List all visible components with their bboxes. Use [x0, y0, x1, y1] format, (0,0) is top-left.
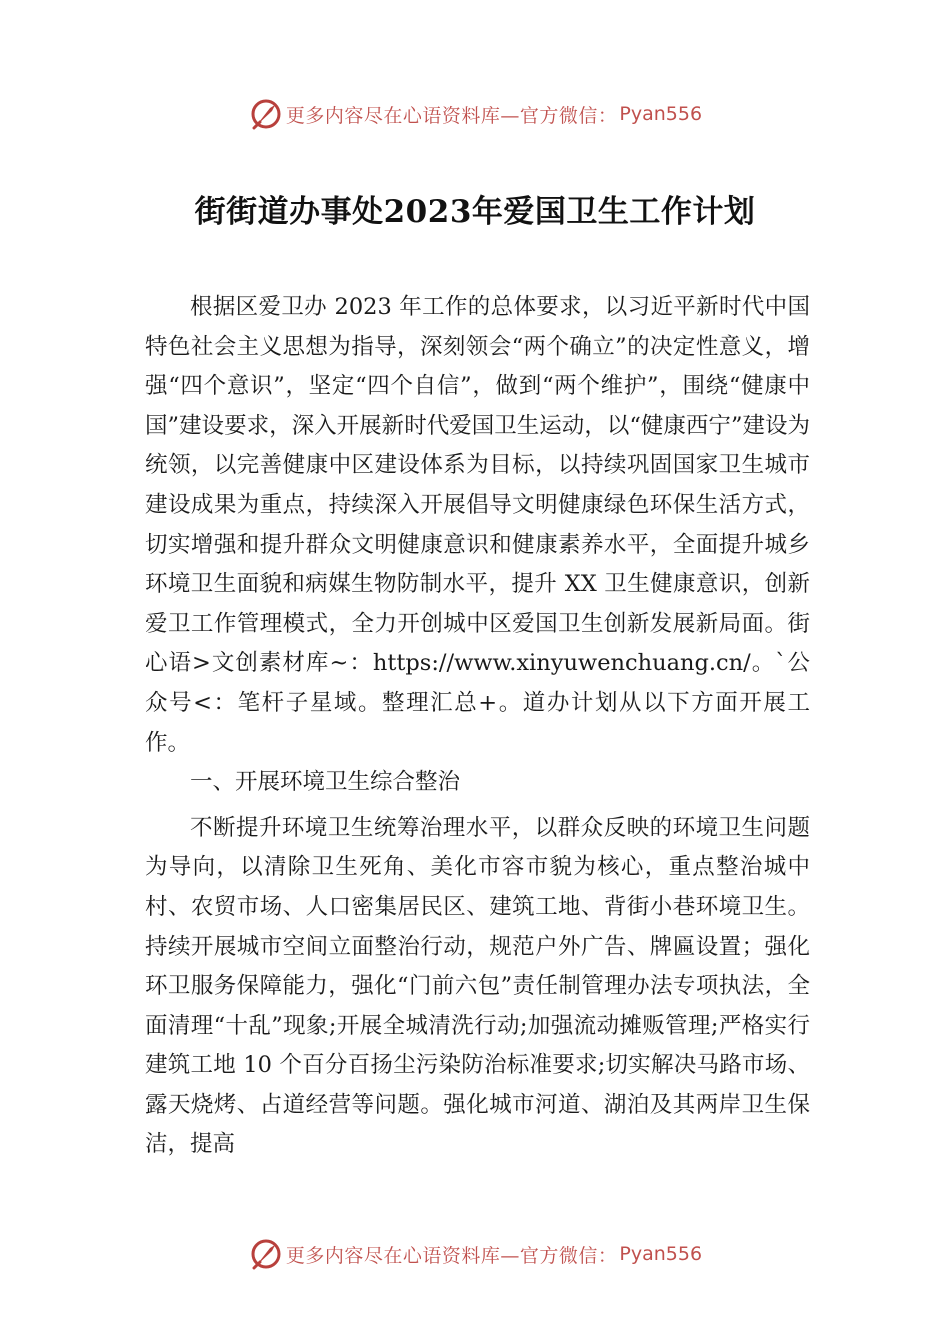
document-body [145, 288, 810, 1165]
watermark-text: 更多内容尽在心语资料库—官方微信： [285, 1244, 618, 1267]
section-heading: 一、开展环境卫生综合整治 [190, 769, 461, 796]
wechat-id: Pyan556 [619, 103, 703, 125]
footer-watermark [0, 1234, 950, 1274]
paragraph: 不断提升环境卫生统筹治理水平，以群众反映的环境卫生问题为导向，以清除卫生死角、美化市容市貌为核心，重点整治城中村、农贸市场、人口密集居民区、建筑工地、背街小巷环境卫生。持续开展城市空间立面整治行动，规范户外广告、牌匾设置；强化环卫服务保障能力，强化“门前六包”责任制管理办法专项执法，全面清理“十乱”现象;开展全城清洗行动;加强流动摊贩管理;严格实行建筑工地 10 个百分百扬尘污染防治标准要求;切实解决马路市场、露天烧烤、占道经营等问题。强化城市河道、湖泊及其两岸卫生保洁，提高 [145, 814, 810, 1158]
pen-nib-logo-icon [248, 96, 284, 132]
page-title: 街街道办事处2023年爱国卫生工作计划 [194, 194, 756, 230]
watermark-text: 更多内容尽在心语资料库—官方微信： [285, 104, 618, 127]
wechat-id: Pyan556 [619, 1243, 703, 1265]
header-watermark [0, 94, 950, 134]
paragraph: 根据区爱卫办 2023 年工作的总体要求，以习近平新时代中国特色社会主义思想为指导，深刻领会“两个确立”的决定性意义，增强“四个意识”，坚定“四个自信”，做到“两个维护”，围绕“健康中国”建设要求，深入开展新时代爱国卫生运动，以“健康西宁”建设为统领，以完善健康中区建设体系为目标，以持续巩固国家卫生城市建设成果为重点，持续深入开展倡导文明健康绿色环保生活方式，切实增强和提升群众文明健康意识和健康素养水平，全面提升城乡环境卫生面貌和病媒生物防制水平，提升 XX 卫生健康意识，创新爱卫工作管理模式，全力开创城中区爱国卫生创新发展新局面。街心语>文创素材库~：https://www.xinyuwenchuang.cn/。`公众号<：笔杆子星域。整理汇总+。道办计划从以下方面开展工作。 [145, 294, 810, 756]
pen-nib-logo-icon [248, 1236, 284, 1272]
